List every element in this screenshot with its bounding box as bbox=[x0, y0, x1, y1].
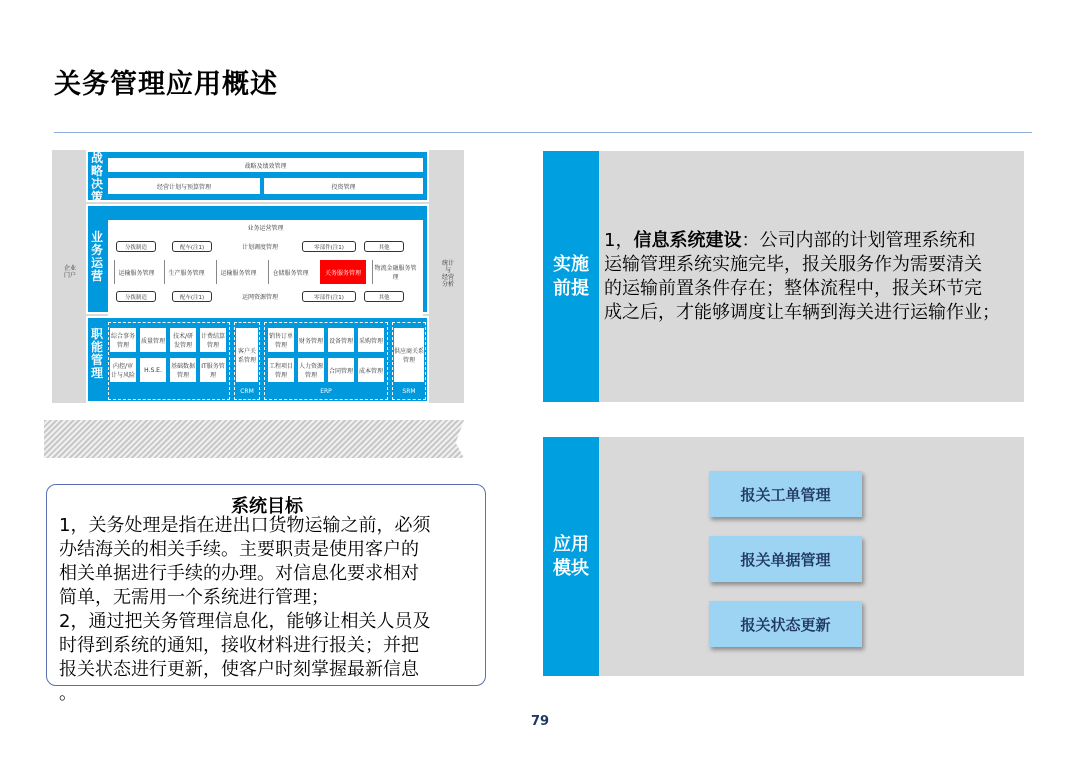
statistics-label: 统计 与 经营 分析 bbox=[441, 260, 454, 288]
enterprise-portal-label: 企业 门户 bbox=[63, 265, 76, 279]
functional-label: 职能管理 bbox=[90, 327, 103, 380]
business-row1-item: 分拨制造 bbox=[116, 241, 156, 252]
goal-line: 2，通过把关务管理信息化，能够让相关人员及 bbox=[59, 611, 431, 632]
business-row2-item: 物流金融服务管理 bbox=[372, 260, 418, 284]
business-label: 业务运营 bbox=[90, 230, 103, 283]
impl-line1-rest: ：公司内部的计划管理系统和 bbox=[741, 230, 976, 251]
function-cell: IT服务管理 bbox=[200, 358, 226, 382]
function-cell: 财务管理 bbox=[298, 328, 324, 352]
page-title: 关务管理应用概述 bbox=[54, 69, 278, 100]
system-goal-box bbox=[46, 484, 486, 704]
srm-label: SRM bbox=[402, 388, 416, 395]
business-row3-item: 其他 bbox=[364, 291, 404, 302]
function-cell: 计费结算管理 bbox=[200, 328, 226, 352]
functional-band bbox=[86, 316, 429, 403]
function-cell: H.S.E. bbox=[140, 358, 166, 382]
goal-line: 1，关务处理是指在进出口货物运输之前，必须 bbox=[59, 515, 431, 536]
function-cell: 技术/研发管理 bbox=[170, 328, 196, 352]
title-divider bbox=[54, 132, 1032, 133]
function-cell: 设备管理 bbox=[328, 328, 354, 352]
business-row2-highlight: 关务服务管理 bbox=[320, 260, 366, 284]
business-top-box: 业务运营管理 bbox=[108, 220, 423, 316]
impl-prefix: 1， bbox=[604, 230, 634, 251]
goal-line: 报关状态进行更新，使客户时刻掌握最新信息 bbox=[59, 659, 419, 680]
business-row1-item: 配车(注1) bbox=[172, 241, 212, 252]
function-cell: 成本管理 bbox=[358, 358, 384, 382]
business-row2-item: 仓储服务管理 bbox=[268, 260, 312, 284]
impl-tab-label: 实施前提 bbox=[553, 253, 589, 299]
strategy-label: 战略决策 bbox=[90, 151, 103, 204]
impl-bold: 信息系统建设 bbox=[633, 230, 742, 251]
function-cell-crm: 客户关系管理 bbox=[236, 328, 258, 382]
impl-line bbox=[604, 229, 1024, 253]
function-cell: 内控/审计与风险 bbox=[110, 358, 136, 382]
crm-label: CRM bbox=[240, 388, 254, 395]
function-cell-srm: 供应商关系管理 bbox=[394, 328, 424, 382]
function-cell: 采购管理 bbox=[358, 328, 384, 352]
erp-label: ERP bbox=[320, 388, 332, 395]
function-cell: 合同管理 bbox=[328, 358, 354, 382]
module-customs-status[interactable]: 报关状态更新 bbox=[709, 601, 862, 647]
goal-line: 简单，无需用一个系统进行管理； bbox=[59, 587, 329, 608]
business-row1-item: 其他 bbox=[364, 241, 404, 252]
business-row3-item: 分拨制造 bbox=[116, 291, 156, 302]
system-goal-title: 系统目标 bbox=[231, 496, 303, 517]
function-cell: 人力资源管理 bbox=[298, 358, 324, 382]
business-row1-item: 计划调度管理 bbox=[241, 244, 278, 251]
function-cell: 销售订单管理 bbox=[268, 328, 294, 352]
impl-tab bbox=[543, 151, 599, 402]
business-row3-item: 运网资源管理 bbox=[241, 294, 278, 301]
business-row3-item: 配车(注1) bbox=[172, 291, 212, 302]
goal-line: 办结海关的相关手续。主要职责是使用客户的 bbox=[59, 539, 419, 560]
architecture-diagram bbox=[52, 150, 464, 403]
function-cell: 质量管理 bbox=[140, 328, 166, 352]
strategy-band bbox=[86, 150, 429, 202]
impl-text bbox=[604, 229, 1024, 325]
function-cell: 基础数据管理 bbox=[170, 358, 196, 382]
module-customs-workorder[interactable]: 报关工单管理 bbox=[709, 471, 862, 517]
impl-line: 成之后，才能够调度让车辆到海关进行运输作业； bbox=[604, 302, 1000, 323]
decorative-stripe bbox=[44, 420, 464, 458]
page-number: 79 bbox=[530, 714, 550, 729]
business-row2-item: 生产服务管理 bbox=[164, 260, 208, 284]
goal-line: 时得到系统的通知，接收材料进行报关；并把 bbox=[59, 635, 419, 656]
business-row1-item: 零部件(注1) bbox=[302, 241, 356, 252]
business-band bbox=[86, 204, 429, 314]
business-row2-item: 运输服务管理 bbox=[216, 260, 260, 284]
modules-tab-label: 应用模块 bbox=[553, 533, 589, 579]
goal-line: 相关单据进行手续的办理。对信息化要求相对 bbox=[59, 563, 419, 584]
modules-tab bbox=[543, 437, 599, 676]
business-row3-item: 零部件(注1) bbox=[302, 291, 356, 302]
function-cell: 综合事务管理 bbox=[110, 328, 136, 352]
strategy-top-box: 战略及绩效管理 bbox=[108, 158, 423, 172]
function-cell: 工程项目管理 bbox=[268, 358, 294, 382]
business-row2-item: 运输服务管理 bbox=[114, 260, 158, 284]
strategy-item: 经营计划与预算管理 bbox=[108, 178, 260, 194]
impl-line: 运输管理系统实施完毕，报关服务作为需要清关 bbox=[604, 254, 982, 275]
impl-line: 的运输前置条件存在；整体流程中，报关环节完 bbox=[604, 278, 982, 299]
strategy-item: 投资管理 bbox=[264, 178, 423, 194]
module-customs-documents[interactable]: 报关单据管理 bbox=[709, 536, 862, 582]
goal-line: 。 bbox=[59, 683, 77, 704]
